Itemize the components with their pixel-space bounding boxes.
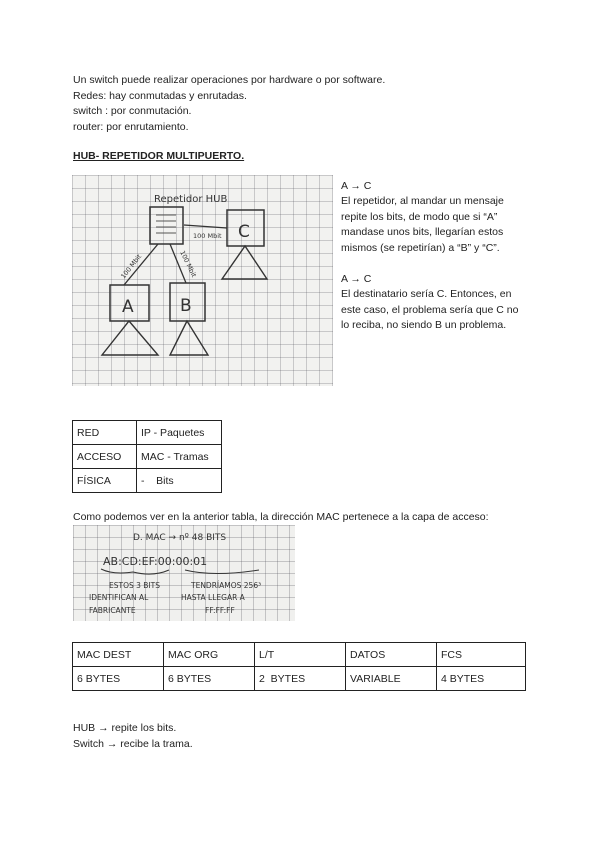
table-row [73, 469, 222, 493]
frame-header-cell: FCS [437, 643, 526, 667]
node-b-label: B [180, 296, 192, 316]
side-block2-body: El destinatario sería C. Entonces, en este caso, el problema sería que C no lo reciba, no siendo B un problema. [341, 288, 519, 332]
outro-line: Switch → recibe la trama. [73, 737, 193, 750]
layer-unit-cell: MAC - Tramas [137, 445, 222, 469]
side-block1-title: A → C [341, 180, 372, 192]
frame-table [72, 642, 526, 691]
mac-line3b: TENDRÍAMOS 256³ [191, 581, 262, 590]
intro-line: Redes: hay conmutadas y enrutadas. [73, 89, 247, 102]
section-heading: HUB- REPETIDOR MULTIPUERTO. [73, 150, 245, 162]
frame-value-cell: VARIABLE [346, 667, 437, 691]
mac-line4b: HASTA LLEGAR A [181, 593, 245, 602]
side-block2-title: A → C [341, 273, 372, 286]
node-a-label: A [122, 297, 134, 317]
mac-line4a: IDENTIFICAN AL [89, 593, 149, 602]
layers-table [72, 420, 222, 493]
layer-unit-cell: IP - Paquetes [137, 421, 222, 445]
link-label-c: 100 Mbit [193, 232, 222, 240]
table-row [73, 421, 222, 445]
hub-diagram [72, 175, 333, 386]
layer-name-cell: RED [73, 421, 137, 445]
layer-name-cell: ACCESO [73, 445, 137, 469]
mac-diagram [73, 525, 295, 621]
intro-line: router: por enrutamiento. [73, 120, 189, 133]
mac-line2: AB:CD:EF:00:00:01 [103, 555, 208, 568]
link-label-a: 100 Mbit [119, 252, 144, 281]
link-label-b: 100 Mbit [178, 249, 198, 279]
mac-brace [185, 570, 259, 574]
outro-text [73, 721, 193, 752]
frame-header-cell: DATOS [346, 643, 437, 667]
layer-unit-cell: - Bits [137, 469, 222, 493]
mac-diagram-photo [73, 525, 295, 621]
side-block1-body: El repetidor, al mandar un mensaje repite los bits, de modo que si “A” mandase unos bits, llegarían estos mismos (se repetirían) a “B” y “C”. [341, 195, 504, 254]
node-b-stand [170, 321, 208, 355]
layer-name-cell: FÍSICA [73, 469, 137, 493]
outro-line: HUB → repite los bits. [73, 722, 177, 734]
frame-value-cell: 4 BYTES [437, 667, 526, 691]
node-c-label: C [238, 222, 250, 242]
node-a-stand [102, 321, 158, 355]
node-c-stand [222, 246, 267, 279]
frame-header-cell: MAC DEST [73, 643, 164, 667]
frame-header-cell: MAC ORG [164, 643, 255, 667]
table-row [73, 643, 526, 667]
frame-value-cell: 2 BYTES [255, 667, 346, 691]
intro-line: Un switch puede realizar operaciones por hardware o por software. [73, 74, 386, 86]
table-row [73, 445, 222, 469]
side-text [341, 179, 529, 334]
table-row [73, 667, 526, 691]
hub-box [150, 207, 183, 244]
hub-label: Repetidor HUB [154, 194, 228, 205]
mac-line3a: ESTOS 3 BITS [109, 581, 160, 590]
frame-value-cell: 6 BYTES [73, 667, 164, 691]
intro-text [73, 73, 385, 135]
frame-header-cell: L/T [255, 643, 346, 667]
mac-line5b: FF:FF:FF [205, 606, 235, 615]
mac-line5a: FABRICANTE [89, 606, 136, 615]
intro-line: switch : por conmutación. [73, 105, 192, 117]
mac-underline [101, 569, 169, 574]
mac-sentence: Como podemos ver en la anterior tabla, la dirección MAC pertenece a la capa de acceso: [73, 511, 489, 523]
frame-value-cell: 6 BYTES [164, 667, 255, 691]
hub-lines [156, 215, 176, 233]
hub-diagram-photo [72, 175, 333, 386]
mac-line1: D. MAC → nº 48 BITS [133, 533, 227, 543]
